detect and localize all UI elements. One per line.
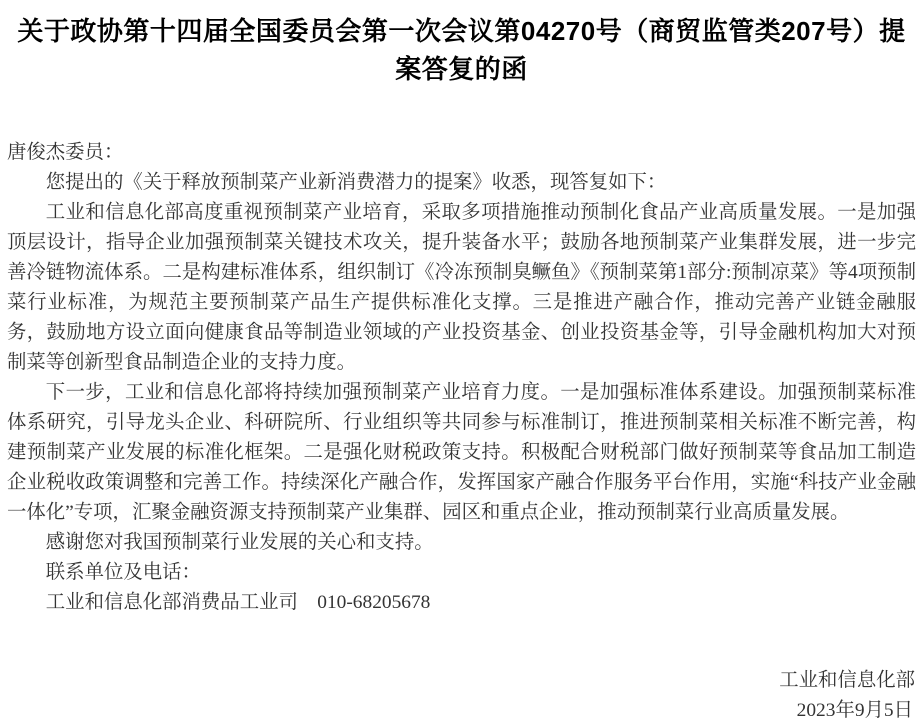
document-title: 关于政协第十四届全国委员会第一次会议第04270号（商贸监管类207号）提案答复的函: [17, 16, 906, 84]
signature-date: 2023年9月5日: [796, 700, 913, 721]
contact-label: 联系单位及电话：: [45, 562, 201, 583]
contact-info: 工业和信息化部消费品工业司 010-68205678: [45, 592, 431, 613]
paragraph-current-work: 工业和信息化部高度重视预制菜产业培育，采取多项措施推动预制化食品产业高质量发展。一是加强顶层设计，指导企业加强预制菜关键技术攻关，提升装备水平；鼓励各地预制菜产业集群发展，进一步完善冷链物流体系。二是构建标准体系，组织制订《冷冻预制臭鳜鱼》《预制菜第1部分:预制凉菜》等4项预制菜行业标准，为规范主要预制菜产品生产提供标准化支撑。三是推进产融合作，推动完善产业链金融服务，鼓励地方设立面向健康食品等制造业领域的产业投资基金、创业投资基金等，引导金融机构加大对预制菜等创新型食品制造企业的支持力度。: [7, 202, 916, 373]
signature-block: [0, 666, 923, 726]
salutation: 唐俊杰委员：: [7, 142, 124, 163]
paragraph-next-steps: 下一步，工业和信息化部将持续加强预制菜产业培育力度。一是加强标准体系建设。加强预制菜标准体系研究，引导龙头企业、科研院所、行业组织等共同参与标准制订，推进预制菜相关标准不断完善，构建预制菜产业发展的标准化框架。二是强化财税政策支持。积极配合财税部门做好预制菜等食品加工制造企业税收政策调整和完善工作。持续深化产融合作，发挥国家产融合作服务平台作用，实施“科技产业金融一体化”专项，汇聚金融资源支持预制菜产业集群、园区和重点企业，推动预制菜行业高质量发展。: [7, 382, 916, 523]
paragraph-thanks: 感谢您对我国预制菜行业发展的关心和支持。: [45, 532, 434, 553]
paragraph-intro: 您提出的《关于释放预制菜产业新消费潜力的提案》收悉，现答复如下：: [45, 172, 667, 193]
document-body: [0, 138, 923, 618]
signature-org: 工业和信息化部: [779, 670, 915, 691]
